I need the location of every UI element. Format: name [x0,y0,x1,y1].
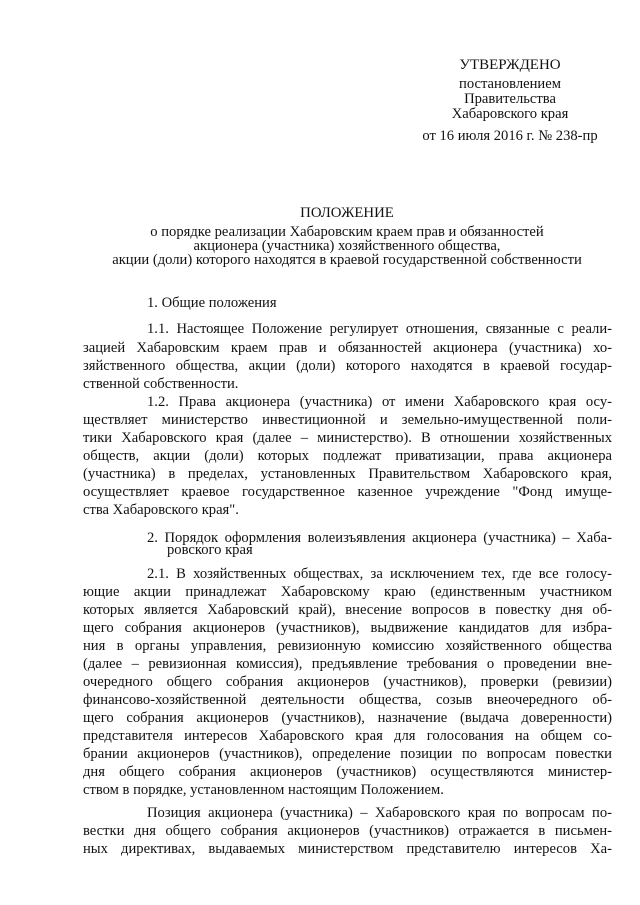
approval-date: от 16 июля 2016 г. № 238-пр [422,128,598,144]
heading-line: акционера (участника) хозяйственного общества, [193,238,501,254]
paragraph-line: ющие акции принадлежат Хабаровскому краю (единственным участником [83,584,612,600]
paragraph-line: (далее – ревизионная комиссия), предъявление требования о проведении вне- [83,656,612,672]
paragraph-line: Позиция акционера (участника) – Хабаровского края по вопросам по- [147,805,612,821]
paragraph-line: зацией Хабаровским краем прав и обязанностей акционера (участника) хо- [83,340,612,356]
paragraph-line: финансово-хозяйственной деятельности общества, созыв внеочередного об- [83,692,612,708]
paragraph-line: ственной собственности. [83,376,239,392]
paragraph-line: щего собрания акционеров (участников), назначение (выдача доверенности) [83,710,612,726]
section-heading: 2. Порядок оформления волеизъявления акционера (участника) – Хаба- [147,530,612,546]
paragraph-line: щего собрания акционеров (участников), выдвижение кандидатов для избра- [83,620,612,636]
paragraph-line: 1.2. Права акционера (участника) от имени Хабаровского края осу- [147,394,612,410]
paragraph-line: обществ, акции (доли) которых подлежат приватизации, права акционера [83,448,612,464]
approval-line: Хабаровского края [451,106,569,122]
paragraph-line: зяйственного общества, акции (доли) которого находятся в краевой государ- [83,358,612,374]
paragraph-line: очередного общего собрания акционеров (участников), проверки (ревизии) [83,674,612,690]
paragraph-line: ных директивах, выдаваемых министерством представителю интересов Ха- [83,841,612,857]
paragraph-line: тики Хабаровского края (далее – министерство). В отношении хозяйственных [83,430,612,446]
paragraph-line: 1.1. Настоящее Положение регулирует отношения, связанные с реали- [147,321,612,337]
paragraph-line: ществляет министерство инвестиционной и земельно-имущественной поли- [83,412,612,428]
approval-line: Правительства [464,91,556,107]
paragraph-line: ством в порядке, установленном настоящим Положением. [83,782,444,798]
paragraph-line: 2.1. В хозяйственных обществах, за исключением тех, где все голосу- [147,566,612,582]
approval-stamp [400,57,620,144]
approval-title: УТВЕРЖДЕНО [459,57,561,73]
paragraph-line: вестки дня общего собрания акционеров (участников) отражается в письмен- [83,823,612,839]
paragraph-line: осуществляет краевое государственное казенное учреждение "Фонд имуще- [83,484,612,500]
document-title: ПОЛОЖЕНИЕ [300,205,394,221]
paragraph-line: которых является Хабаровский край), внесение вопросов в повестку дня об- [83,602,612,618]
section-heading: 1. Общие положения [147,295,277,311]
paragraph-line: ния в органы управления, ревизионную комиссию хозяйственного общества [83,638,612,654]
section-heading: ровского края [167,542,253,558]
paragraph-line: дня общего собрания акционеров (участников) осуществляются министер- [83,764,612,780]
paragraph-line: (участника) в пределах, установленных Правительством Хабаровского края, [83,466,612,482]
paragraph-line: брании акционеров (участников), определение позиции по вопросам повестки [83,746,612,762]
heading-line: о порядке реализации Хабаровским краем прав и обязанностей [150,224,544,240]
approval-line: постановлением [459,76,561,92]
paragraph-line: представителя интересов Хабаровского края для голосования на общем со- [83,728,612,744]
document-heading [90,206,604,267]
paragraph-line: ства Хабаровского края". [83,502,239,518]
heading-line: акции (доли) которого находятся в краевой государственной собственности [112,252,582,268]
